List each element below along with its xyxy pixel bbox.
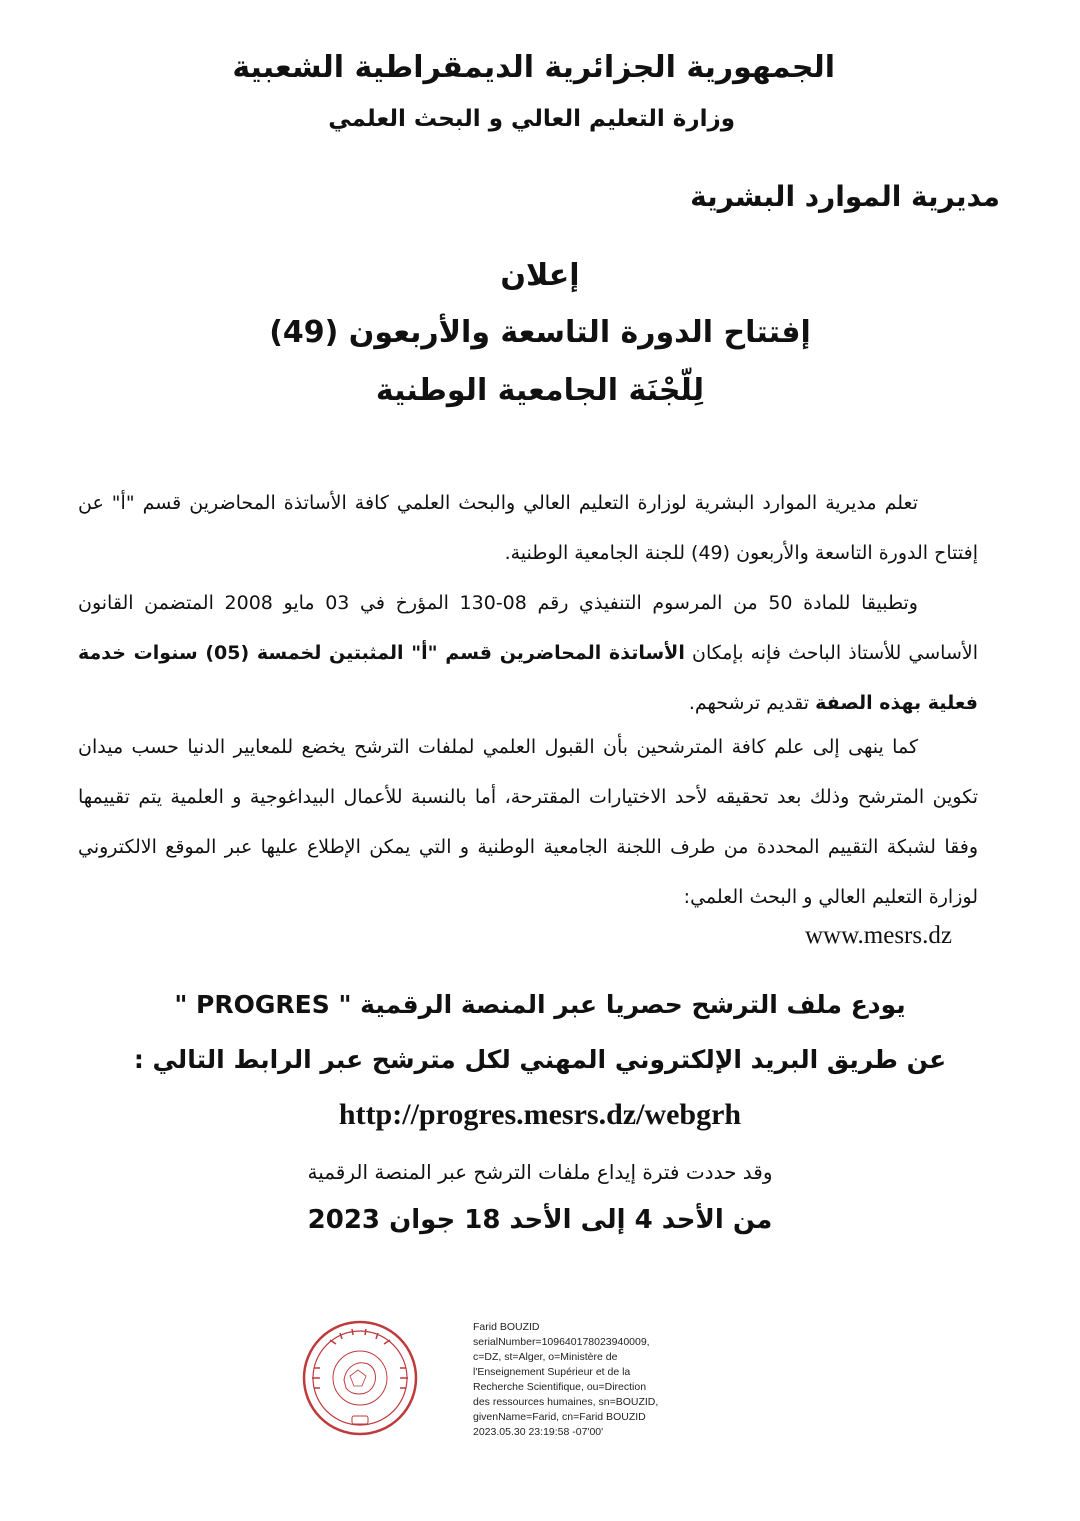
signature-line: c=DZ, st=Alger, o=Ministère de [473, 1351, 618, 1363]
signature-line: serialNumber=109640178023940009, [473, 1336, 650, 1348]
ministry-seal-icon [300, 1318, 420, 1438]
announcement-title: إعلان [500, 258, 580, 293]
signature-line: l'Enseignement Supérieur et de la [473, 1366, 631, 1378]
signature-line: 2023.05.30 23:19:58 -07'00' [473, 1426, 604, 1438]
committee-title: لِلّجْنَة الجامعية الوطنية [375, 373, 705, 408]
paragraph-3-text: كما ينهى إلى علم كافة المترشحين بأن القبول العلمي لملفات الترشح يخضع للمعايير الدنيا حسب ميدان تكوين المترشح وذلك بعد تحقيقه لأحد الاختيارات المقترحة، أما بالنسبة للأعمال البيداغوجية و العلمية يتم تقييمها وفقا لشبكة التقييم المحددة من طرف اللجنة الجامعية الوطنية و التي يمكن الإطلاع عليها عبر الموقع الالكتروني لوزارة التعليم العالي و البحث العلمي: [78, 736, 978, 908]
signature-line: des ressources humaines, sn=BOUZID, [473, 1396, 659, 1408]
republic-heading: الجمهورية الجزائرية الديمقراطية الشعبية [232, 50, 835, 85]
signature-line: givenName=Farid, cn=Farid BOUZID [473, 1411, 646, 1423]
paragraph-2-text-c: تقديم ترشحهم. [688, 692, 816, 714]
ministry-heading: وزارة التعليم العالي و البحث العلمي [328, 106, 735, 132]
submission-period-text: وقد حددت فترة إيداع ملفات الترشح عبر المنصة الرقمية [307, 1160, 773, 1184]
submission-line-2: عن طريق البريد الإلكتروني المهني لكل مترشح عبر الرابط التالي : [133, 1045, 947, 1074]
ministry-website-link[interactable]: www.mesrs.dz [805, 922, 952, 949]
signature-line: Recherche Scientifique, ou=Direction [473, 1381, 647, 1393]
paragraph-3 [78, 722, 978, 922]
submission-dates: من الأحد 4 إلى الأحد 18 جوان 2023 [307, 1205, 773, 1235]
directorate-heading: مديرية الموارد البشرية [690, 180, 1000, 213]
paragraph-1-text: تعلم مديرية الموارد البشرية لوزارة التعليم العالي والبحث العلمي كافة الأساتذة المحاضرين قسم "أ" عن إفتتاح الدورة التاسعة والأربعون (49) للجنة الجامعية الوطنية. [78, 492, 978, 564]
signer-name: Farid BOUZID [473, 1321, 540, 1333]
digital-signature [473, 1320, 733, 1440]
session-title: إفتتاح الدورة التاسعة والأربعون (49) [269, 315, 811, 350]
paragraph-2-text-a: وتطبيقا للمادة 50 من المرسوم التنفيذي رقم 08-130 المؤرخ في 03 مايو 2008 المتضمن القانون الأساسي للأستاذ الباحث فإنه بإمكان [78, 592, 979, 664]
paragraph-2-text-bold: الأساتذة المحاضرين قسم "أ" المثبتين لخمسة (05) سنوات خدمة فعلية بهذه الصفة [78, 642, 978, 714]
paragraph-2 [78, 578, 978, 728]
progres-link[interactable]: http://progres.mesrs.dz/webgrh [338, 1098, 742, 1131]
paragraph-1 [78, 478, 978, 578]
submission-line-1: يودع ملف الترشح حصريا عبر المنصة الرقمية " PROGRES " [174, 990, 906, 1019]
